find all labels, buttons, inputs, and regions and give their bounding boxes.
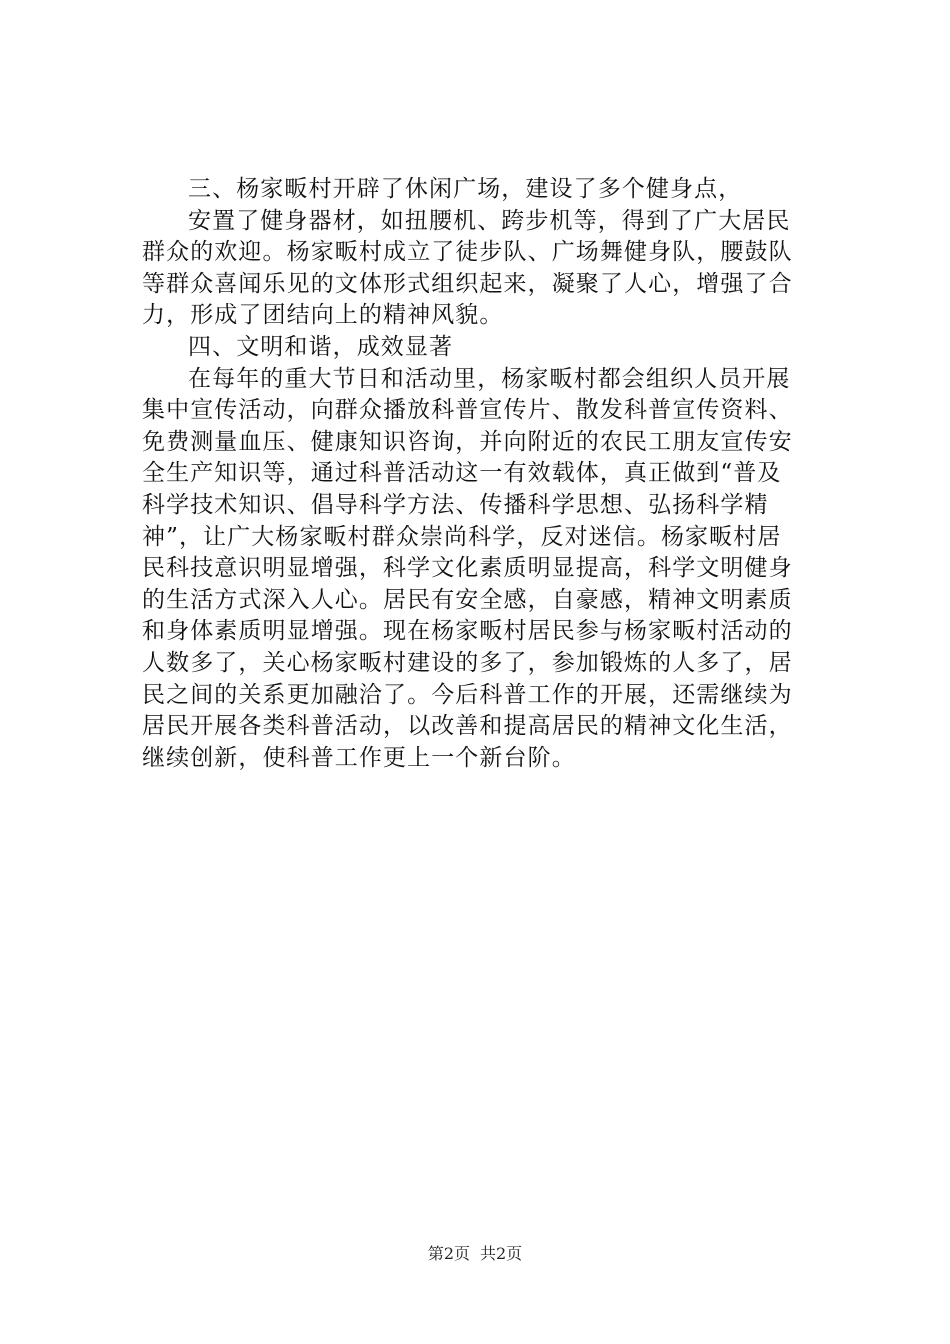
paragraph-line: 民科技意识明显增强，科学文化素质明显提高，科学文明健身 — [142, 555, 793, 582]
paragraph-line: 继续创新，使科普工作更上一个新台阶。 — [142, 744, 576, 771]
paragraph-line: 力，形成了团结向上的精神风貌。 — [142, 302, 504, 329]
page-total: 共2页 — [480, 1244, 523, 1263]
page-footer — [0, 1244, 950, 1264]
paragraph-line: 群众的欢迎。杨家畈村成立了徒步队、广场舞健身队，腰鼓队 — [142, 239, 793, 266]
paragraph-line: 的生活方式深入人心。居民有安全感，自豪感，精神文明素质 — [142, 586, 793, 613]
paragraph-line: 等群众喜闻乐见的文体形式组织起来，凝聚了人心，增强了合 — [142, 270, 793, 297]
paragraph-line: 科学技术知识、倡导科学方法、传播科学思想、弘扬科学精 — [142, 491, 769, 518]
paragraph-line: 三、杨家畈村开辟了休闲广场，建设了多个健身点， — [188, 176, 743, 202]
paragraph-line: 全生产知识等，通过科普活动这一有效载体，真正做到“普及 — [142, 460, 782, 487]
paragraph-line: 集中宣传活动，向群众播放科普宣传片、散发科普宣传资料、 — [142, 397, 793, 424]
paragraph-line: 神”，让广大杨家畈村群众崇尚科学，反对迷信。杨家畈村居 — [142, 523, 782, 550]
paragraph-line: 人数多了，关心杨家畈村建设的多了，参加锻炼的人多了，居 — [142, 649, 793, 676]
paragraph-line: 民之间的关系更加融洽了。今后科普工作的开展，还需继续为 — [142, 681, 793, 708]
page-number: 第2页 — [427, 1244, 470, 1263]
body-text — [142, 174, 830, 774]
section-heading: 四、文明和谐，成效显著 — [188, 333, 454, 360]
paragraph-line: 安置了健身器材，如扭腰机、跨步机等，得到了广大居民 — [188, 207, 791, 234]
paragraph-line: 在每年的重大节日和活动里，杨家畈村都会组织人员开展 — [188, 365, 791, 392]
paragraph-line: 和身体素质明显增强。现在杨家畈村居民参与杨家畈村活动的 — [142, 618, 793, 645]
paragraph-line: 居民开展各类科普活动，以改善和提高居民的精神文化生活， — [142, 713, 793, 740]
paragraph-line: 免费测量血压、健康知识咨询，并向附近的农民工朋友宣传安 — [142, 428, 793, 455]
